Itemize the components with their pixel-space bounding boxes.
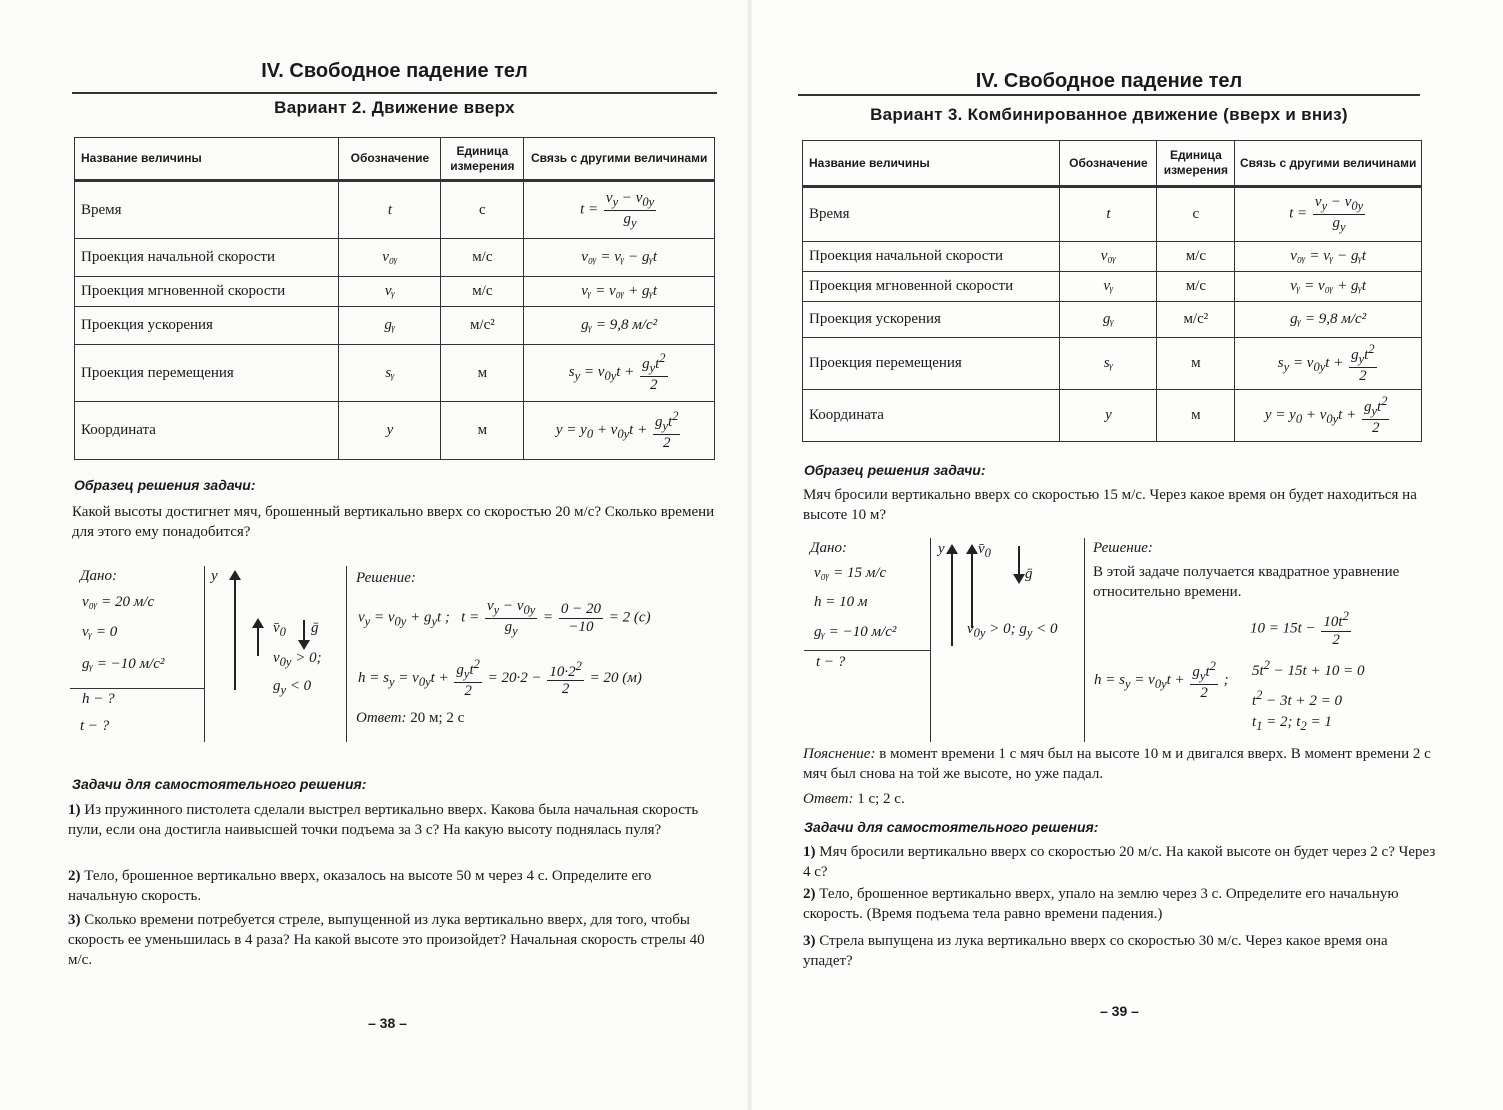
row-unit: м/с: [441, 277, 524, 307]
task-number: 2): [803, 886, 816, 902]
row-formula: vᵧ = v₀ᵧ + gᵧt: [1235, 272, 1422, 302]
solution-eq-h: $h = s_y = v_{0y}t$ + $\frac{g_yt^2}{2}$ ;: [1094, 659, 1229, 701]
task-item: [68, 800, 718, 840]
find-item: t − ?: [80, 718, 110, 734]
task-item: [68, 910, 718, 970]
given-item: h = 10 м: [814, 594, 868, 610]
solution-eq1: $v_y = v_{0y} + g_yt$ ; t = $\frac{v_y - v_{0y}}{g_y}$ = $\frac{0 - 20}{-10}$ = 2 (с): [358, 598, 651, 638]
row-formula: $y = y_0 + v_{0y}t$ + $\frac{g_yt^2}{2}$: [1235, 390, 1422, 442]
row-name: Координата: [75, 402, 339, 460]
table-row: [803, 302, 1422, 338]
row-formula: $s_y = v_{0y}t$ + $\frac{g_yt^2}{2}$: [524, 345, 715, 402]
row-unit: м/с²: [1157, 302, 1235, 338]
row-unit: м: [1157, 338, 1235, 390]
given-item: v₀ᵧ = 15 м/с: [814, 565, 887, 581]
y-axis-arrow: [234, 578, 236, 690]
task-text: Тело, брошенное вертикально вверх, упало на землю через 3 с. Определите его начальную скорость. (Время подъема тела равно времени падения.): [803, 886, 1399, 922]
page-number: – 39 –: [1100, 1003, 1139, 1019]
solution-label: Решение:: [356, 570, 416, 586]
self-heading: Задачи для самостоятельного решения:: [804, 819, 1099, 835]
table-header-row: [803, 141, 1422, 187]
solution-eq3: $t^2 - 3t + 2 = 0$: [1252, 688, 1342, 709]
row-symbol: sᵧ: [1060, 338, 1157, 390]
table-row: [75, 345, 715, 402]
gravity-arrow: [1018, 546, 1020, 576]
explain-label: Пояснение:: [803, 746, 876, 762]
solution-separator: [346, 566, 347, 742]
given-divider: [70, 688, 204, 689]
velocity-arrow: [257, 626, 259, 656]
title-rule: [72, 92, 717, 94]
row-name: Проекция ускорения: [75, 307, 339, 345]
task-number: 3): [68, 912, 81, 928]
row-symbol: sᵧ: [339, 345, 441, 402]
row-symbol: v₀ᵧ: [339, 239, 441, 277]
row-name: Координата: [803, 390, 1060, 442]
header-relation: Связь с другими величинами: [1235, 141, 1422, 187]
table-row: [75, 402, 715, 460]
row-symbol: gᵧ: [1060, 302, 1157, 338]
velocity-label: $v̄_0$: [273, 620, 286, 639]
table-row: [803, 187, 1422, 242]
velocity-label: $v̄_0$: [978, 541, 991, 560]
gravity-arrow: [303, 620, 305, 642]
row-name: Время: [803, 187, 1060, 242]
row-unit: м/с: [441, 239, 524, 277]
row-formula: vᵧ = v₀ᵧ + gᵧt: [524, 277, 715, 307]
row-symbol: t: [339, 181, 441, 239]
row-name: Время: [75, 181, 339, 239]
answer-line: [356, 710, 464, 727]
sign-conditions: $v_{0y} > 0$; $g_y < 0$: [967, 621, 1058, 640]
table-row: [803, 390, 1422, 442]
answer-label: Ответ:: [356, 710, 407, 726]
row-unit: м/с: [1157, 272, 1235, 302]
solution-eq2: $5t^2 - 15t + 10 = 0$: [1252, 658, 1365, 679]
row-formula: v₀ᵧ = vᵧ − gᵧt: [524, 239, 715, 277]
row-formula: t = $\frac{v_y - v_{0y}}{g_y}$: [1235, 187, 1422, 242]
find-item: t − ?: [816, 654, 846, 670]
row-unit: с: [1157, 187, 1235, 242]
task-number: 2): [68, 868, 81, 884]
task-text: Стрела выпущена из лука вертикально вверх со скоростью 30 м/с. Через какое время она упадет?: [803, 933, 1388, 969]
row-name: Проекция перемещения: [75, 345, 339, 402]
row-symbol: y: [1060, 390, 1157, 442]
row-formula: $y = y_0 + v_{0y}t$ + $\frac{g_yt^2}{2}$: [524, 402, 715, 460]
given-label: Дано:: [810, 540, 847, 556]
solution-eq4: $t_1 = 2$; $t_2 = 1$: [1252, 714, 1332, 733]
y-axis-label: y: [938, 541, 945, 557]
chapter-title: IV. Свободное падение тел: [975, 70, 1243, 92]
chapter-title: IV. Свободное падение тел: [261, 60, 528, 82]
find-item: h − ?: [82, 691, 115, 707]
table-row: [803, 272, 1422, 302]
row-symbol: y: [339, 402, 441, 460]
velocity-sign: $v_{0y} > 0$;: [273, 650, 322, 669]
given-separator: [204, 566, 205, 742]
given-item: gᵧ = −10 м/с²: [82, 656, 165, 672]
given-item: gᵧ = −10 м/с²: [814, 624, 897, 640]
header-name: Название величины: [803, 141, 1060, 187]
answer-value: 1 с; 2 с.: [857, 791, 905, 807]
header-name: Название величины: [75, 138, 339, 181]
self-heading: Задачи для самостоятельного решения:: [72, 776, 367, 792]
solution-eq1: 10 = 15t − $\frac{10t^2}{2}$: [1250, 609, 1349, 648]
table-row: [75, 307, 715, 345]
table-row: [75, 277, 715, 307]
given-label: Дано:: [80, 568, 117, 584]
answer-value: 20 м; 2 с: [410, 710, 465, 726]
row-name: Проекция начальной скорости: [75, 239, 339, 277]
row-unit: м: [441, 345, 524, 402]
sample-heading: Образец решения задачи:: [74, 477, 256, 493]
row-name: Проекция перемещения: [803, 338, 1060, 390]
row-unit: с: [441, 181, 524, 239]
y-axis-label: y: [211, 568, 218, 584]
solution-text: В этой задаче получается квадратное уравнение относительно времени.: [1093, 564, 1400, 600]
table-row: [803, 242, 1422, 272]
row-symbol: gᵧ: [339, 307, 441, 345]
explain-text: в момент времени 1 с мяч был на высоте 10 м и двигался вверх. В момент времени 2 с мяч был снова на той же высоте, но уже падал.: [803, 746, 1431, 782]
y-axis-arrow: [951, 552, 953, 646]
row-symbol: v₀ᵧ: [1060, 242, 1157, 272]
task-number: 3): [803, 933, 816, 949]
quantities-table: [802, 140, 1422, 442]
task-text: Тело, брошенное вертикально вверх, оказалось на высоте 50 м через 4 с. Определите его начальную скорость.: [68, 868, 652, 904]
task-item: [803, 884, 1438, 924]
answer-label: Ответ:: [803, 791, 854, 807]
given-divider: [804, 650, 930, 651]
task-number: 1): [68, 802, 81, 818]
row-formula: gᵧ = 9,8 м/с²: [524, 307, 715, 345]
row-symbol: vᵧ: [1060, 272, 1157, 302]
header-symbol: Обозначение: [339, 138, 441, 181]
solution-separator: [1084, 538, 1085, 742]
task-item: [803, 931, 1438, 971]
right-page: [752, 0, 1503, 1110]
header-symbol: Обозначение: [1060, 141, 1157, 187]
gravity-label: ḡ: [1025, 566, 1033, 582]
row-name: Проекция мгновенной скорости: [803, 272, 1060, 302]
title-rule: [798, 94, 1420, 96]
gravity-sign: $g_y < 0$: [273, 678, 312, 697]
table-row: [75, 181, 715, 239]
task-item: [68, 866, 718, 906]
gravity-label: ḡ: [311, 620, 319, 636]
header-unit: Единица измерения: [441, 138, 524, 181]
variant-title: Вариант 3. Комбинированное движение (вверх и вниз): [870, 105, 1348, 124]
task-item: [803, 842, 1438, 882]
task-text: Из пружинного пистолета сделали выстрел вертикально вверх. Какова была начальная скорость пули, если она достигла наивысшей точки подъема за 3 с? На какую высоту поднялась пуля?: [68, 802, 699, 838]
task-number: 1): [803, 844, 816, 860]
row-unit: м: [1157, 390, 1235, 442]
given-item: v₀ᵧ = 20 м/с: [82, 594, 155, 610]
solution-label: Решение:: [1093, 540, 1153, 556]
row-unit: м: [441, 402, 524, 460]
velocity-arrow: [971, 552, 973, 628]
row-unit: м/с²: [441, 307, 524, 345]
task-text: Мяч бросили вертикально вверх со скоростью 20 м/с. На какой высоте он будет через 2 с? Через 4 с?: [803, 844, 1436, 880]
table-row: [803, 338, 1422, 390]
row-formula: v₀ᵧ = vᵧ − gᵧt: [1235, 242, 1422, 272]
header-relation: Связь с другими величинами: [524, 138, 715, 181]
problem-text: Мяч бросили вертикально вверх со скоростью 15 м/с. Через какое время он будет находиться на высоте 10 м?: [803, 487, 1417, 523]
given-item: vᵧ = 0: [82, 624, 118, 640]
table-header-row: [75, 138, 715, 181]
given-separator: [930, 538, 931, 742]
solution-eq2: $h = s_y = v_{0y}t$ + $\frac{g_yt^2}{2}$ = 20·2 − $\frac{10\cdot 2^2}{2}$ = 20 (м): [358, 657, 642, 699]
page-number: – 38 –: [368, 1015, 407, 1031]
row-formula: $s_y = v_{0y}t$ + $\frac{g_yt^2}{2}$: [1235, 338, 1422, 390]
table-row: [75, 239, 715, 277]
row-formula: gᵧ = 9,8 м/с²: [1235, 302, 1422, 338]
task-text: Сколько времени потребуется стреле, выпущенной из лука вертикально вверх, для того, чтобы скорость ее уменьшилась в 4 раза? На какой высоте это произойдет? Начальная скорость стрелы 40 м/с.: [68, 912, 705, 968]
row-formula: t = $\frac{v_y - v_{0y}}{g_y}$: [524, 181, 715, 239]
row-unit: м/с: [1157, 242, 1235, 272]
row-name: Проекция мгновенной скорости: [75, 277, 339, 307]
sample-heading: Образец решения задачи:: [804, 462, 986, 478]
row-symbol: vᵧ: [339, 277, 441, 307]
answer-line: [803, 789, 905, 809]
row-name: Проекция ускорения: [803, 302, 1060, 338]
quantities-table: [74, 137, 715, 460]
row-name: Проекция начальной скорости: [803, 242, 1060, 272]
explanation: [803, 744, 1438, 784]
header-unit: Единица измерения: [1157, 141, 1235, 187]
row-symbol: t: [1060, 187, 1157, 242]
problem-text: Какой высоты достигнет мяч, брошенный вертикально вверх со скоростью 20 м/с? Сколько времени для этого ему понадобится?: [72, 504, 715, 540]
variant-title: Вариант 2. Движение вверх: [274, 98, 515, 117]
